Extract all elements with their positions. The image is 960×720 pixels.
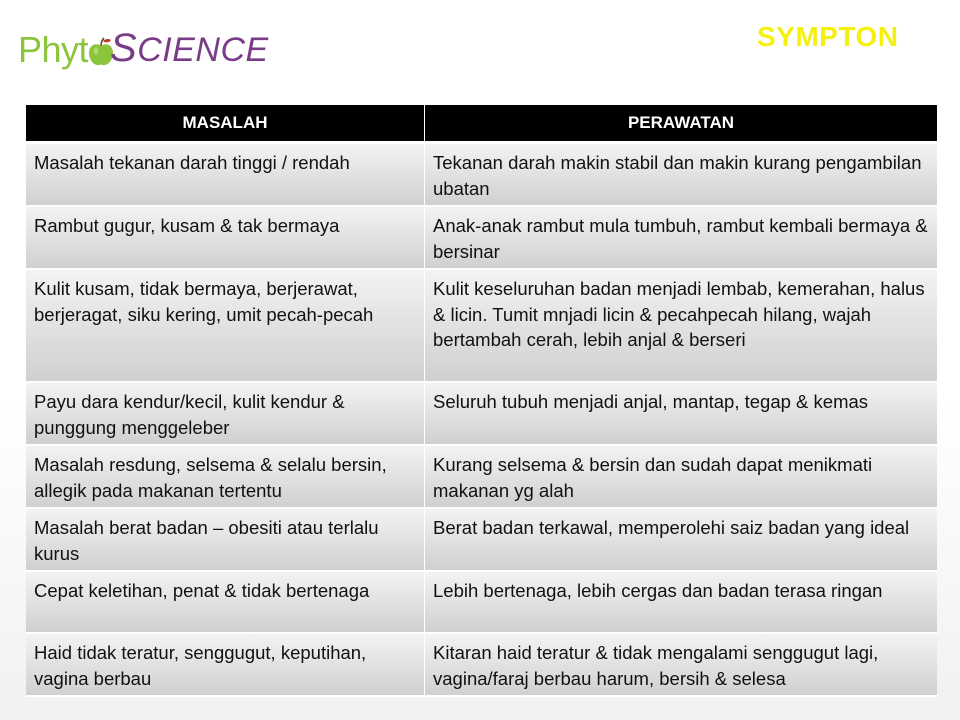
table-row [26, 572, 937, 634]
perawatan-cell: Seluruh tubuh menjadi anjal, mantap, tegap & kemas [425, 383, 937, 446]
perawatan-cell: Berat badan terkawal, memperolehi saiz badan yang ideal [425, 509, 937, 572]
table-row [26, 383, 937, 446]
masalah-cell: Kulit kusam, tidak bermaya, berjerawat, berjeragat, siku kering, umit pecah-pecah [26, 270, 425, 383]
perawatan-cell: Lebih bertenaga, lebih cergas dan badan terasa ringan [425, 572, 937, 634]
column-header-perawatan: PERAWATAN [425, 105, 937, 144]
masalah-cell: Haid tidak teratur, senggugut, keputihan, vagina berbau [26, 634, 425, 697]
table-row [26, 634, 937, 697]
column-header-masalah: MASALAH [26, 105, 425, 144]
perawatan-cell: Kurang selsema & bersin dan sudah dapat menikmati makanan yg alah [425, 446, 937, 509]
table-row [26, 509, 937, 572]
perawatan-cell: Kulit keseluruhan badan menjadi lembab, kemerahan, halus & licin. Tumit mnjadi licin & pecahpecah hilang, wajah bertambah cerah, lebih anjal & berseri [425, 270, 937, 383]
table-row [26, 144, 937, 207]
masalah-cell: Masalah resdung, selsema & selalu bersin, allegik pada makanan tertentu [26, 446, 425, 509]
logo-text-science: SCIENCE [110, 26, 269, 70]
masalah-cell: Payu dara kendur/kecil, kulit kendur & punggung menggeleber [26, 383, 425, 446]
masalah-cell: Rambut gugur, kusam & tak bermaya [26, 207, 425, 270]
masalah-cell: Cepat keletihan, penat & tidak bertenaga [26, 572, 425, 634]
symptom-table [26, 105, 937, 697]
table-row [26, 446, 937, 509]
masalah-cell: Masalah berat badan – obesiti atau terlalu kurus [26, 509, 425, 572]
table-row [26, 207, 937, 270]
phytoscience-logo [18, 22, 269, 68]
page-title: SYMPTON [757, 21, 899, 52]
perawatan-cell: Anak-anak rambut mula tumbuh, rambut kembali bermaya & bersinar [425, 207, 937, 270]
table-header-row [26, 105, 937, 144]
perawatan-cell: Tekanan darah makin stabil dan makin kurang pengambilan ubatan [425, 144, 937, 207]
masalah-cell: Masalah tekanan darah tinggi / rendah [26, 144, 425, 207]
logo-text-phyto: Phyt [18, 29, 89, 70]
table-row [26, 270, 937, 383]
perawatan-cell: Kitaran haid teratur & tidak mengalami senggugut lagi, vagina/faraj berbau harum, bersih & selesa [425, 634, 937, 697]
